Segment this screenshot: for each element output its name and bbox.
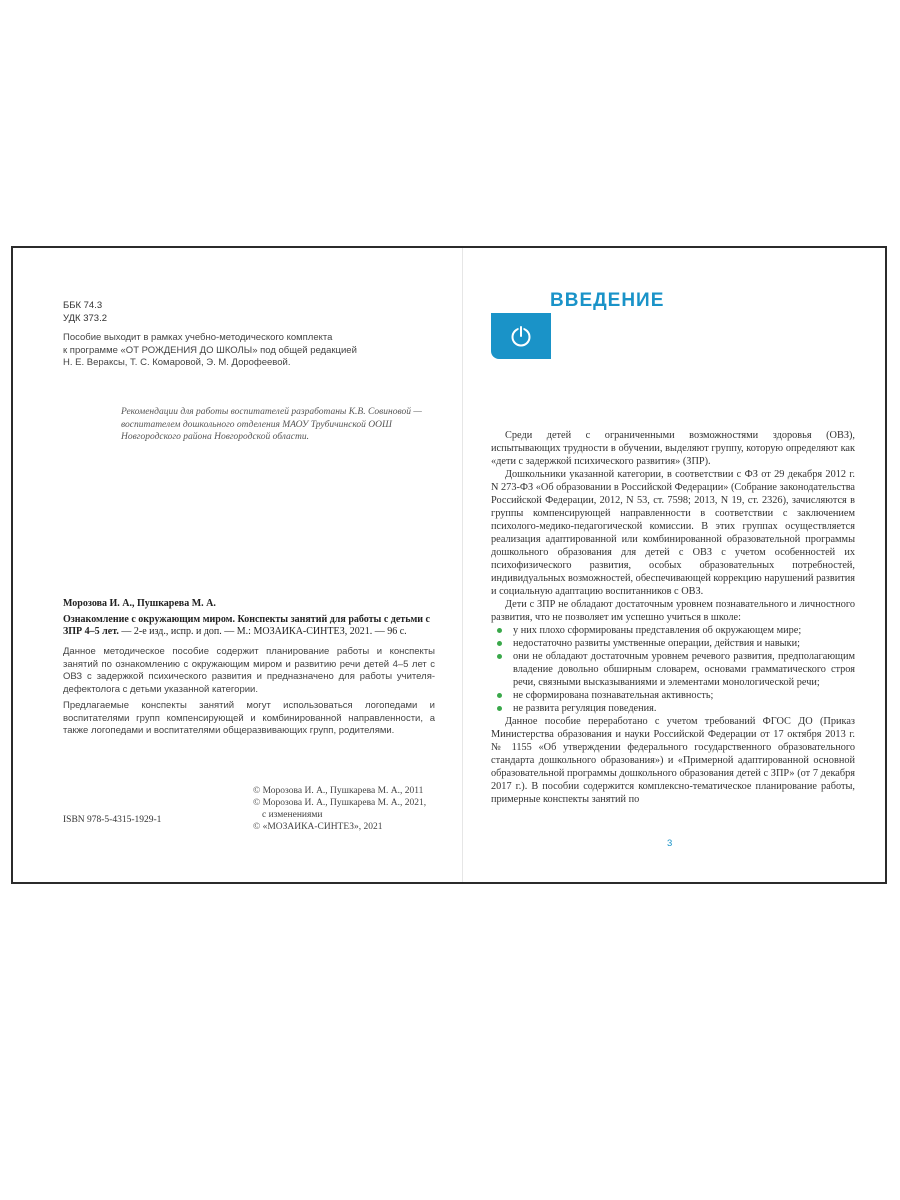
intro-paragraph: Данное пособие переработано с учетом требований ФГОС ДО (Приказ Министерства образования и науки Российской Федерации от 17 октября 2013 г. № 1155 «Об утверждении федерального государственного образовательного стандарта дошкольного образования») и «Примерной адаптированной основной образовательной программы дошкольного образования детей с ЗПР» (от 7 декабря 2017 г.). В пособии содержится комплексно-тематическое планирование работы, примерные конспекты занятий по xyxy=(491,716,855,805)
copyright-line: © Морозова И. А., Пушкарева М. А., 2011 xyxy=(253,786,424,796)
udk-code: УДК 373.2 xyxy=(63,312,107,324)
series-line: Пособие выходит в рамках учебно-методического комплекта xyxy=(63,332,333,343)
book-title xyxy=(63,614,435,639)
book-title-details: — 2-е изд., испр. и доп. — М.: МОЗАИКА-СИНТЕЗ, 2021. — 96 с. xyxy=(118,626,407,637)
bullet-dot-icon xyxy=(497,641,502,646)
copyright-line: © Морозова И. А., Пушкарева М. А., 2021, xyxy=(253,798,427,808)
intro-paragraph: Дети с ЗПР не обладают достаточным уровнем познавательного и личностного развития, что не позволяет им успешно учиться в школе: xyxy=(491,599,855,623)
recommendation-note xyxy=(121,406,433,444)
difficulties-list xyxy=(491,624,855,715)
bibliographic-record xyxy=(63,598,435,639)
book-title-main: Ознакомление с окружающим миром. Конспекты занятий для работы с детьми с ЗПР 4–5 лет. xyxy=(63,613,430,637)
power-icon xyxy=(509,324,533,348)
copyright-block xyxy=(253,785,426,833)
page-fold xyxy=(462,248,463,882)
bbk-code: ББК 74.3 xyxy=(63,300,103,311)
chapter-icon-box xyxy=(491,313,551,359)
bullet-dot-icon xyxy=(497,654,502,659)
copyright-line: с изменениями xyxy=(262,810,323,820)
intro-paragraph: Среди детей с ограниченными возможностями здоровья (ОВЗ), испытывающих трудности в обучении, выделяют группу, которую определяют как «дети с задержкой психического развития» (ЗПР). xyxy=(491,430,855,467)
intro-paragraph: Дошкольники указанной категории, в соответствии с ФЗ от 29 декабря 2012 г. N 273-ФЗ «Об образовании в Российской Федерации» (Собрание законодательства Российской Федерации, 2012, N 53, ст. 7598; 2013, N 19, ст. 2326), зачисляются в группы компенсирующей направленности в соответствии с заключением психолого-медико-педагогической комиссии. В этих группах осуществляется реализация адаптированной или комбинированной образовательной программы дошкольного образования для детей с ОВЗ с учетом особенностей их психофизического развития, особых образовательных потребностей, индивидуальных возможностей, обеспечивающей коррекцию нарушений развития и социальную адаптацию воспитанников с ОВЗ. xyxy=(491,469,855,597)
abstract-paragraph: Предлагаемые конспекты занятий могут использоваться логопедами и воспитателями групп компенсирующей и комбинированной направленности, а также логопедами и воспитателями общеразвивающих групп, родителями. xyxy=(63,700,435,736)
copyright-line: © «МОЗАИКА-СИНТЕЗ», 2021 xyxy=(253,822,383,832)
page-number: 3 xyxy=(667,838,673,849)
list-item: не сформирована познавательная активность; xyxy=(491,689,855,702)
list-item: не развита регуляция поведения. xyxy=(491,702,855,715)
recommendation-line: Новгородского района Новгородской области. xyxy=(121,432,310,442)
list-item: недостаточно развиты умственные операции, действия и навыки; xyxy=(491,637,855,650)
abstract-paragraph: Данное методическое пособие содержит планирование работы и конспекты занятий по ознакомлению с окружающим миром и развитию речи детей 4–5 лет с ОВЗ с задержкой психического развития и предназначено для работы учителя-дефектолога с детьми указанной категории. xyxy=(63,646,435,695)
recommendation-line: воспитателем дошкольного отделения МАОУ Трубичинской ООШ xyxy=(121,419,392,430)
authors: Морозова И. А., Пушкарева М. А. xyxy=(63,598,216,609)
bullet-dot-icon xyxy=(497,628,502,633)
recommendation-line: Рекомендации для работы воспитателей разработаны К.В. Совиновой — xyxy=(121,407,422,417)
chapter-heading: ВВЕДЕНИЕ xyxy=(550,290,665,311)
introduction-text xyxy=(491,429,855,806)
abstract xyxy=(63,646,435,742)
list-item: у них плохо сформированы представления об окружающем мире; xyxy=(491,624,855,637)
bullet-dot-icon xyxy=(497,693,502,698)
series-line: Н. Е. Вераксы, Т. С. Комаровой, Э. М. Дорофеевой. xyxy=(63,357,291,368)
book-spread xyxy=(11,246,887,884)
classification-codes xyxy=(63,300,107,325)
list-item: они не обладают достаточным уровнем речевого развития, предполагающим владение довольно обширным словарем, основами грамматического строя речи, связными высказываниями и элементами монологической речи; xyxy=(491,650,855,689)
series-line: к программе «ОТ РОЖДЕНИЯ ДО ШКОЛЫ» под общей редакцией xyxy=(63,344,357,356)
series-note xyxy=(63,332,433,370)
isbn: ISBN 978-5-4315-1929-1 xyxy=(63,815,162,825)
bullet-dot-icon xyxy=(497,706,502,711)
